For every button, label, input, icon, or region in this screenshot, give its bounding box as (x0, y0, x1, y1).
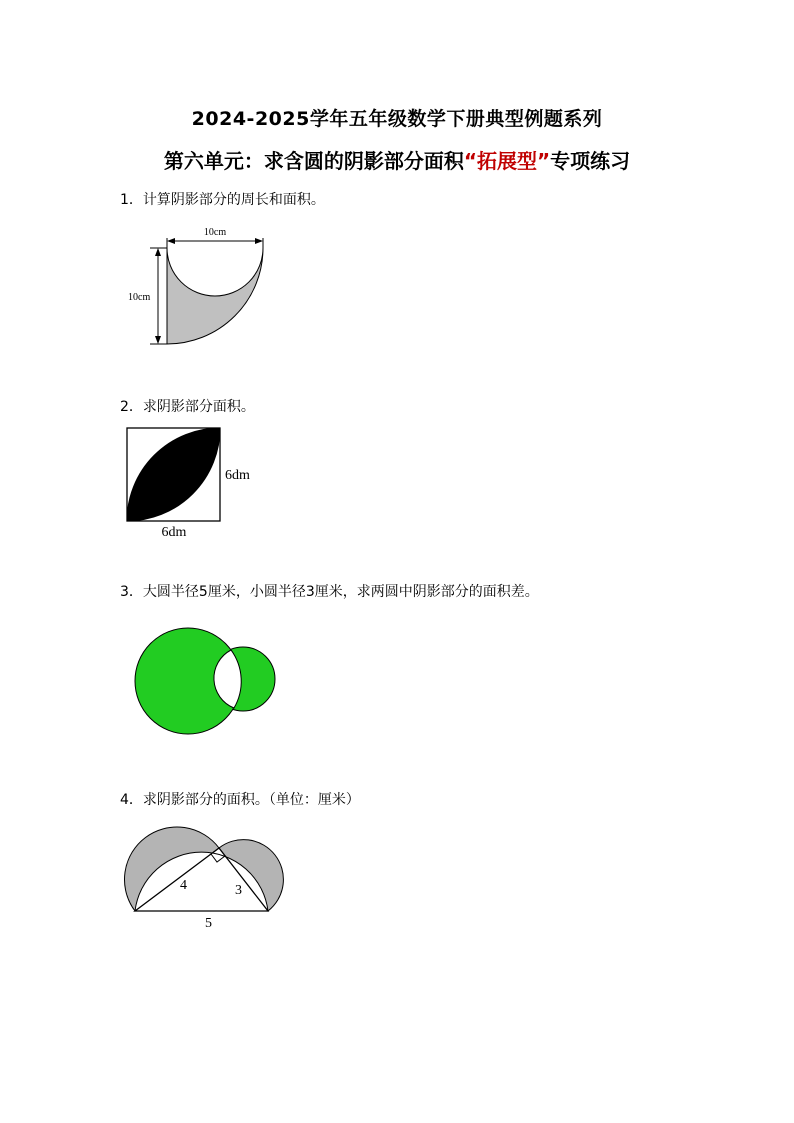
question-2-number: 2． (120, 399, 143, 415)
figure-1-width-label: 10cm (203, 227, 227, 238)
question-3-number: 3． (120, 584, 143, 600)
figure-4-right-leg-label: 3 (235, 883, 242, 898)
question-4-text: 求阴影部分的面积。（单位：厘米） (142, 792, 360, 808)
page-title: 2024-2025学年五年级数学下册典型例题系列 (191, 108, 603, 130)
figure-4-hypotenuse-label: 5 (205, 916, 212, 931)
subtitle-prefix: 第六单元：求含圆的阴影部分面积 (163, 149, 464, 173)
question-1-text: 计算阴影部分的周长和面积。 (142, 192, 325, 208)
question-2-text: 求阴影部分面积。 (142, 399, 255, 415)
question-1-number: 1． (120, 192, 143, 208)
figure-2-bottom-label: 6dm (161, 525, 187, 540)
figure-2-right-label: 6dm (225, 468, 250, 483)
figure-1-height-label: 10cm (128, 292, 151, 303)
question-4-number: 4． (120, 792, 143, 808)
question-3-text: 大圆半径5厘米，小圆半径3厘米，求两圆中阴影部分的面积差。 (142, 584, 539, 600)
figure-4-left-leg-label: 4 (180, 878, 187, 893)
subtitle-highlight: “拓展型” (463, 149, 551, 173)
subtitle-suffix: 专项练习 (550, 149, 631, 173)
